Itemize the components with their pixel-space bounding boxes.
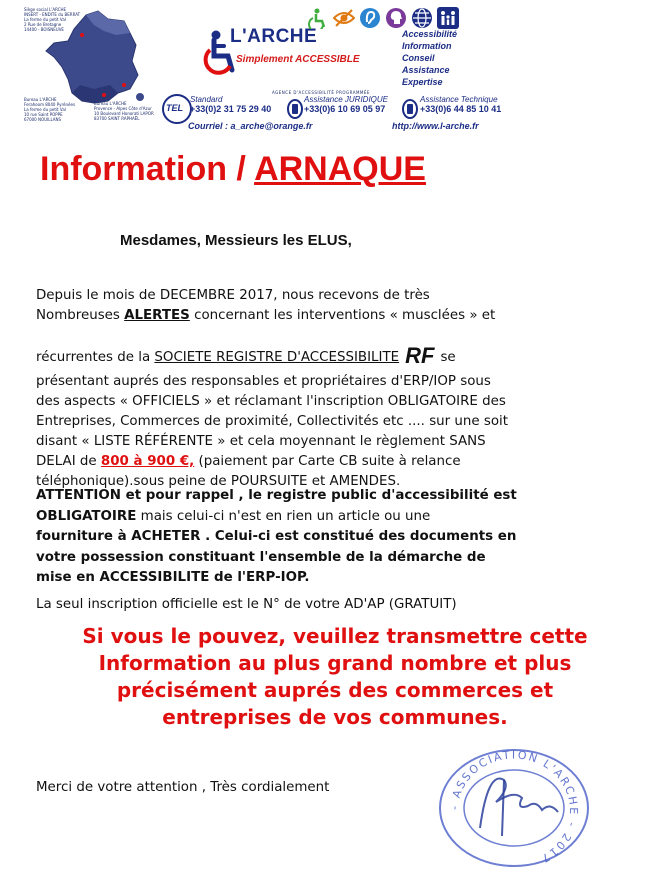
office-address-hq: Siège social L'ARCHE INSERT - ENDITE du BERRAT La ferme du petit Val 2 Rue de Bretagne 14400 - BOISNEUVE — [24, 7, 81, 32]
text-line: mise en ACCESSIBILITE de l'ERP-IOP. — [36, 570, 310, 585]
text-line — [36, 527, 646, 548]
text-span: concernant les interventions « musclées » et — [189, 308, 496, 323]
service-item: Information — [402, 41, 452, 51]
phone-icon — [287, 99, 303, 119]
courriel-line — [188, 121, 312, 131]
service-item: Assistance — [402, 65, 450, 75]
salutation: Mesdames, Messieurs les ELUS, — [120, 232, 352, 249]
call-line: précisément auprés des commerces et — [116, 678, 554, 702]
text-span: DELAI de — [36, 454, 101, 469]
text-line — [36, 343, 646, 372]
text-line: Depuis le mois de DECEMBRE 2017, nous recevons de très — [36, 288, 430, 303]
paragraph-registre — [36, 343, 646, 492]
network-note: AGENCE D'ACCESSIBILITÉ PROGRAMMÉE — [272, 90, 370, 95]
service-item: Accessibilité — [402, 29, 458, 39]
alertes-emphasis: ALERTES — [124, 308, 190, 323]
text-span: Nombreuses — [36, 308, 125, 323]
text-line: ATTENTION et pour rappel , le registre public d'accessibilité est — [36, 488, 517, 503]
accessibility-icons — [307, 6, 459, 30]
closing-line: Merci de votre attention , Très cordialement — [36, 780, 330, 795]
office-address-paca: Bureau L'ARCHE Provence - Alpes Côte d'Azur 10 Boulevard Honorati LAPOR 83700 SAINT RAPHAËL — [94, 101, 154, 121]
text-span: récurrentes de la — [36, 350, 155, 365]
contact-juridique-number[interactable]: +33(0)6 10 69 05 97 — [304, 104, 386, 114]
text-line — [36, 507, 646, 528]
text-span: . Celui-ci est constitué des documents en — [200, 529, 517, 544]
text-line: votre possession constituant l'ensemble de la démarche de — [36, 549, 486, 565]
paragraph-alerts — [36, 286, 646, 326]
services-list — [402, 28, 457, 88]
stamp-text: - ASSOCIATION L'ARCHE - 2017 — [447, 748, 581, 866]
eye-icon — [333, 7, 355, 29]
call-line: Si vous le pouvez, veuillez transmettre cette — [82, 624, 588, 648]
text-span: OBLIGATOIRE — [36, 508, 137, 524]
ear-icon — [359, 7, 381, 29]
logo-tagline: Simplement ACCESSIBLE — [236, 54, 360, 65]
contact-juridique — [304, 95, 388, 114]
tel-badge — [162, 94, 192, 124]
globe-icon — [411, 7, 433, 29]
courriel-label: Courriel — [188, 121, 223, 131]
contact-standard — [190, 95, 271, 114]
family-icon — [437, 7, 459, 29]
text-span: mais celui-ci n'est en rien un article ou une — [136, 508, 431, 524]
title-arnaque: ARNAQUE — [254, 150, 426, 188]
contact-technique-label: Assistance Technique — [420, 95, 498, 104]
price-emphasis: 800 à 900 €, — [100, 454, 195, 469]
text-line: Entreprises, Commerces de proximité, Collectivités etc .... sur une soit — [36, 414, 509, 429]
call-line: Information au plus grand nombre et plus — [98, 651, 572, 675]
title-information: Information / — [40, 150, 255, 188]
text-line: des aspects « OFFICIELS » et réclamant l'inscription OBLIGATOIRE des — [36, 394, 506, 409]
paragraph-adap: La seul inscription officielle est le N° de votre AD'AP (GRATUIT) — [36, 597, 457, 612]
page-title — [40, 150, 426, 189]
france-offices-map — [24, 5, 162, 121]
text-line: disant « LISTE RÉFÉRENTE » et cela moyennant le règlement SANS — [36, 434, 486, 449]
office-address-south-west: Bureau L'ARCHE Ferahoom 8040 Pyrénées La ferme du petit Val 10 rue Saint POPPE 67000 NOUILLANS — [24, 97, 76, 122]
text-span: (paiement par Carte CB suite à relance — [194, 454, 461, 469]
text-line — [36, 452, 646, 472]
signature — [480, 779, 558, 828]
wheelchair-icon — [307, 7, 329, 29]
contact-standard-number[interactable]: +33(0)2 31 75 29 40 — [190, 104, 272, 114]
association-stamp — [418, 740, 610, 870]
website-link[interactable]: http://www.l-arche.fr — [392, 121, 479, 131]
call-to-action — [30, 623, 640, 731]
text-span: fourniture à ACHETER — [36, 529, 201, 544]
text-line: présentant auprés des responsables et propriétaires d'ERP/IOP sous — [36, 374, 491, 389]
service-item: Expertise — [402, 77, 443, 87]
service-item: Conseil — [402, 53, 435, 63]
contact-technique — [420, 95, 501, 114]
courriel-value[interactable]: : a_arche@orange.fr — [225, 121, 313, 131]
contact-standard-label: Standard — [190, 95, 223, 104]
head-icon — [385, 7, 407, 29]
phone-icon — [402, 99, 418, 119]
text-line — [36, 306, 646, 326]
logo-title: L'ARCHE — [230, 26, 318, 47]
tel-badge-label: TEL — [166, 103, 183, 113]
call-line: entreprises de vos communes. — [162, 705, 508, 729]
rf-mark: RF — [405, 343, 435, 368]
societe-name: SOCIETE REGISTRE D'ACCESSIBILITE — [154, 350, 400, 365]
text-line: téléphonique).sous peine de POURSUITE et AMENDES. — [36, 474, 401, 489]
contact-technique-number[interactable]: +33(0)6 44 85 10 41 — [420, 104, 502, 114]
contact-juridique-label: Assistance JURIDIQUE — [304, 95, 389, 104]
paragraph-attention — [36, 486, 646, 589]
larche-logo — [200, 24, 385, 94]
text-span: se — [440, 350, 456, 365]
